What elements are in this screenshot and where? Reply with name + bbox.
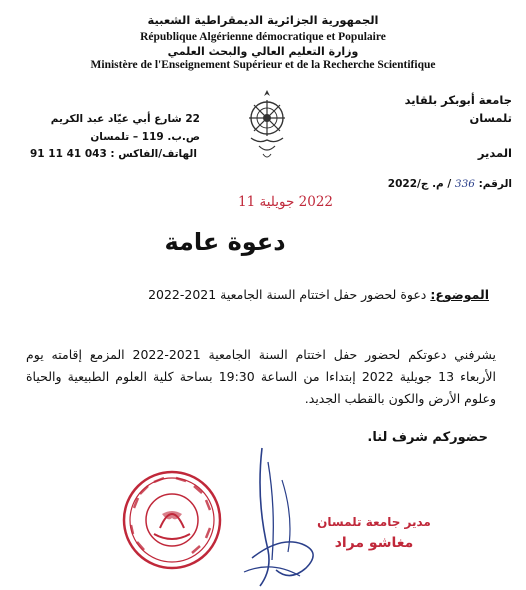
header-french-republic: République Algérienne démocratique et Populaire bbox=[140, 31, 386, 43]
office-title: المدير bbox=[477, 146, 512, 160]
header-arabic-republic: الجمهورية الجزائرية الديمقراطية الشعبية bbox=[147, 13, 379, 27]
closing-line: حضوركم شرف لنا. bbox=[367, 430, 488, 445]
university-name: جامعة أبوبكر بلقايد bbox=[404, 93, 512, 107]
invitation-body: يشرفني دعوتكم لحضور حفل اختتام السنة الجامعية 2021-2022 المزمع إقامته يوم الأربعاء 13 جويلية 2022 إبتداءا من الساعة 19:30 بساحة كلية العلوم الطبيعية والحياة وعلوم الأرض والكون بالقطب الجديد. bbox=[26, 347, 496, 406]
university-city: تلمسان bbox=[469, 111, 512, 125]
contact-address: 22 شارع أبي عيّاد عبد الكريم bbox=[50, 113, 200, 125]
subject-text: دعوة لحضور حفل اختتام السنة الجامعية 2021-2022 bbox=[148, 287, 427, 302]
official-seal-icon bbox=[120, 468, 224, 572]
header-french-ministry: Ministère de l'Enseignement Supérieur et de la Recherche Scientifique bbox=[90, 59, 436, 71]
subject-line bbox=[148, 287, 489, 302]
contact-phone-label: الهاتف/الفاكس : bbox=[110, 148, 197, 160]
director-stamp bbox=[300, 512, 448, 554]
reference-label: الرقم: bbox=[478, 178, 512, 190]
contact-phone-line bbox=[30, 148, 200, 160]
header-arabic-ministry: وزارة التعليم العالي والبحث العلمي bbox=[167, 45, 359, 58]
reference-suffix: / م. ج/2022 bbox=[387, 178, 452, 190]
stamp-name: مغاشو مراد bbox=[334, 535, 414, 551]
stamp-title: مدير جامعة تلمسان bbox=[317, 515, 431, 529]
date-stamp: 2022 جويلية 11 bbox=[238, 194, 333, 210]
contact-phone: 043 41 11 91 bbox=[30, 148, 107, 160]
reference-line bbox=[388, 178, 512, 190]
contact-po-box: ص.ب. 119 – تلمسان bbox=[90, 131, 200, 143]
document-title: دعوة عامة bbox=[164, 228, 286, 256]
subject-label: الموضوع: bbox=[430, 287, 489, 302]
reference-number: 336 bbox=[454, 178, 475, 190]
university-emblem-icon bbox=[243, 88, 291, 162]
